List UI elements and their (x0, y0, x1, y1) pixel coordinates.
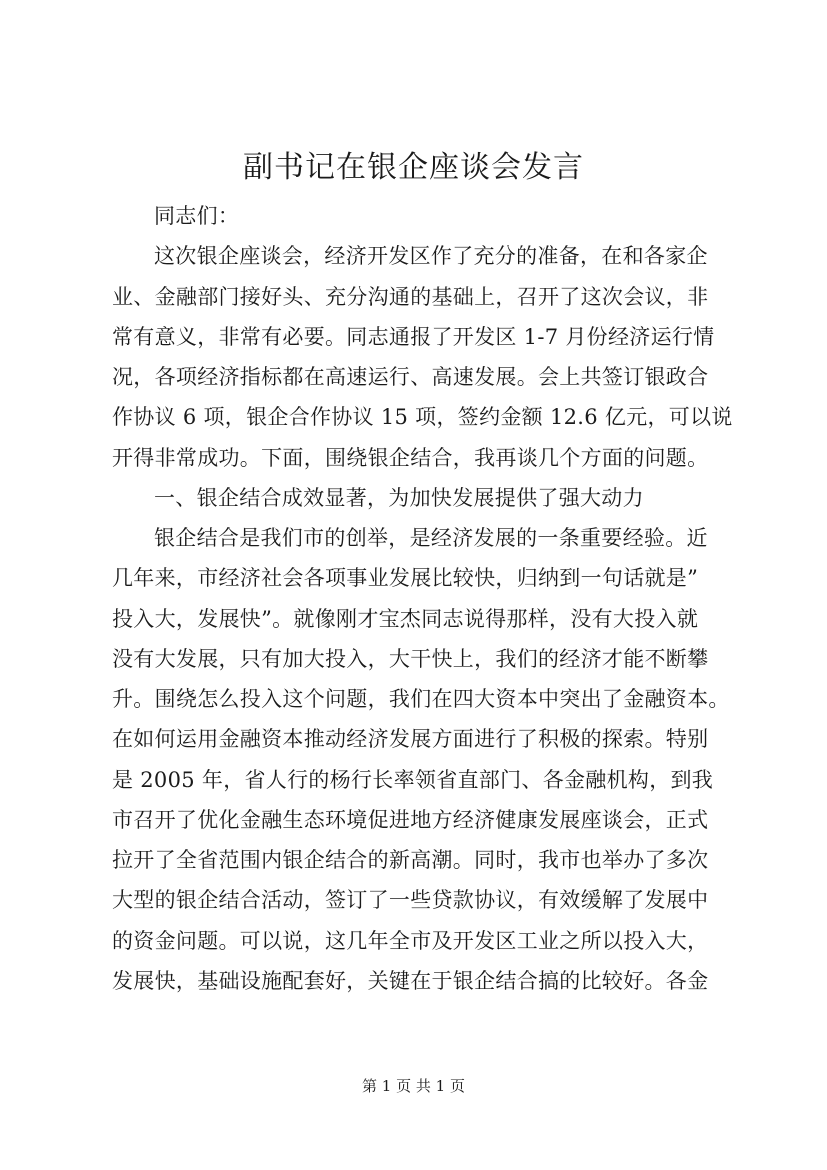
text-line: 一、银企结合成效显著，为加快发展提供了强大动力 (154, 485, 644, 510)
text-line: 开得非常成功。下面，围绕银企结合，我再谈几个方面的问题。 (112, 445, 709, 470)
text-line: 银企结合是我们市的创举，是经济发展的一条重要经验。近 (154, 526, 708, 550)
text-line: 业、金融部门接好头、充分沟通的基础上，召开了这次会议，非 (112, 284, 709, 309)
text-line: 发展快，基础设施配套好，关键在于银企结合搞的比较好。各金 (112, 968, 709, 993)
text-line: 作协议 6 项，银企合作协议 15 项，签约金额 12.6 亿元，可以说 (112, 405, 733, 430)
page-footer: 第 1 页 共 1 页 (362, 1077, 465, 1095)
text-line: 常有意义，非常有必要。同志通报了开发区 1-7 月份经济运行情 (112, 324, 715, 349)
text-line: 况，各项经济指标都在高速运行、高速发展。会上共签订银政合 (112, 365, 709, 389)
text-line: 的资金问题。可以说，这几年全市及开发区工业之所以投入大， (112, 928, 709, 953)
text-line: 投入大，发展快”。就像刚才宝杰同志说得那样，没有大投入就 (112, 606, 699, 631)
text-line: 没有大发展，只有加大投入，大干快上，我们的经济才能不断攀 (112, 646, 709, 671)
text-line: 是 2005 年，省人行的杨行长率领省直部门、各金融机构，到我 (112, 767, 714, 792)
text-line: 升。围绕怎么投入这个问题，我们在四大资本中突出了金融资本。 (112, 687, 730, 711)
text-line: 在如何运用金融资本推动经济发展方面进行了积极的探索。特别 (112, 727, 709, 752)
text-line: 拉开了全省范围内银企结合的新高潮。同时，我市也举办了多次 (112, 848, 709, 872)
document-body (112, 196, 733, 1001)
text-line: 大型的银企结合活动，签订了一些贷款协议，有效缓解了发展中 (112, 888, 709, 913)
text-line: 同志们： (154, 204, 240, 228)
document-title: 副书记在银企座谈会发言 (243, 150, 584, 185)
text-line: 几年来，市经济社会各项事业发展比较快，归纳到一句话就是” (112, 566, 699, 591)
text-line: 这次银企座谈会，经济开发区作了充分的准备，在和各家企 (154, 244, 708, 269)
text-line: 市召开了优化金融生态环境促进地方经济健康发展座谈会，正式 (112, 807, 709, 832)
